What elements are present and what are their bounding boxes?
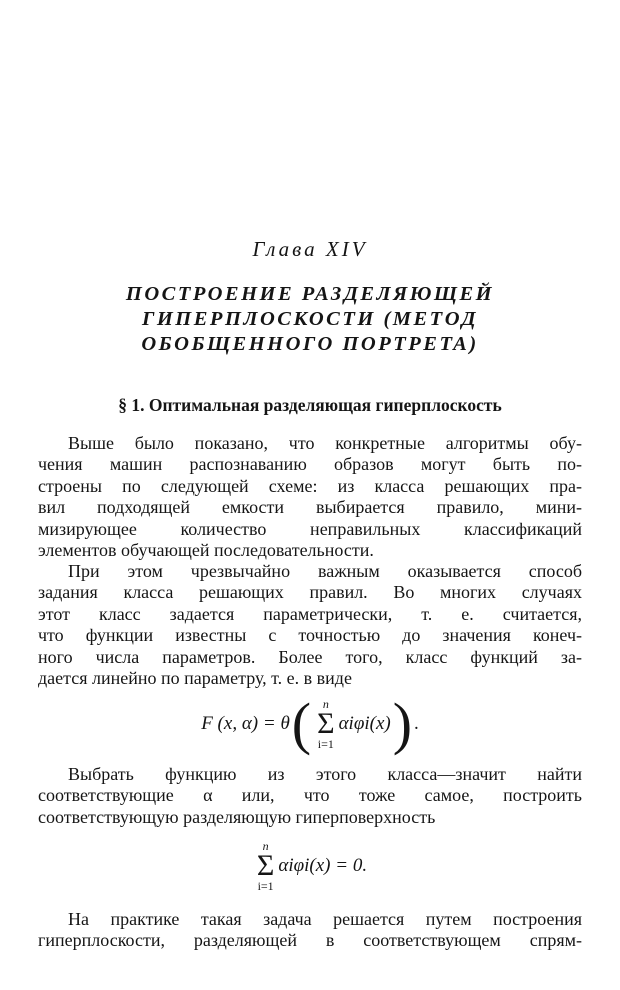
formula-1 — [0, 688, 620, 760]
text-line: соответствующие α или, что тоже самое, построить — [38, 785, 582, 806]
paragraph-3 — [38, 764, 582, 828]
text-line: гиперплоскости, разделяющей в соответствующем спрям- — [38, 930, 582, 951]
title-line: ПОСТРОЕНИЕ РАЗДЕЛЯЮЩЕЙ — [125, 283, 495, 305]
sum-lower-limit: i=1 — [317, 737, 334, 751]
text-line: мизирующее количество неправильных классификаций — [38, 518, 582, 539]
chapter-heading: Глава XIV — [252, 237, 368, 261]
sum-operator — [257, 840, 274, 892]
sum-lower-limit: i=1 — [257, 879, 274, 893]
text-line: этот класс задается параметрически, т. е. считается, — [38, 603, 582, 624]
text-line: ного числа параметров. Более того, класс функций за- — [38, 646, 582, 667]
text-line: вил подходящей емкости выбирается правило, мини- — [38, 497, 582, 518]
paragraph-4 — [38, 909, 582, 952]
text-line: На практике такая задача решается путем построения — [68, 909, 582, 929]
formula-2 — [0, 834, 620, 898]
text-line: дается линейно по параметру, т. е. в виде — [38, 668, 352, 689]
paragraph-1 — [38, 433, 582, 561]
paragraph-2 — [38, 561, 582, 689]
sum-symbol: Σ — [317, 707, 335, 740]
text-line: Выше было показано, что конкретные алгоритмы обу- — [68, 433, 582, 453]
title-line: ОБОБЩЕННОГО ПОРТРЕТА) — [141, 333, 479, 355]
section-heading: § 1. Оптимальная разделяющая гиперплоскость — [118, 395, 502, 415]
left-paren: ( — [291, 691, 312, 756]
formula-end: . — [414, 713, 419, 734]
title-line: ГИПЕРПЛОСКОСТИ (МЕТОД — [141, 308, 479, 330]
text-line: элементов обучающей последовательности. — [38, 540, 374, 561]
formula-summand: αiφi(x) — [338, 713, 391, 734]
text-line: строены по следующей схеме: из класса решающих пра- — [38, 475, 582, 496]
formula-lhs: F (x, α) = θ — [201, 713, 290, 734]
formula-summand: αiφi(x) = 0. — [278, 855, 368, 876]
sum-operator — [317, 698, 334, 750]
text-line: что функции известны с точностью до значения конеч- — [38, 625, 582, 646]
sum-symbol: Σ — [256, 849, 275, 882]
text-line: чения машин распознаванию образов могут быть по- — [38, 454, 582, 475]
right-paren: ) — [392, 691, 413, 756]
sum-upper-limit: n — [322, 697, 329, 711]
text-line: Выбрать функцию из этого класса—значит найти — [68, 764, 582, 784]
sum-upper-limit: n — [262, 839, 269, 853]
text-line: задания класса решающих правил. Во многих случаях — [38, 582, 582, 603]
text-line: соответствующую разделяющую гиперповерхность — [38, 806, 436, 827]
chapter-title — [60, 282, 560, 357]
text-line: При этом чрезвычайно важным оказывается способ — [68, 561, 582, 581]
